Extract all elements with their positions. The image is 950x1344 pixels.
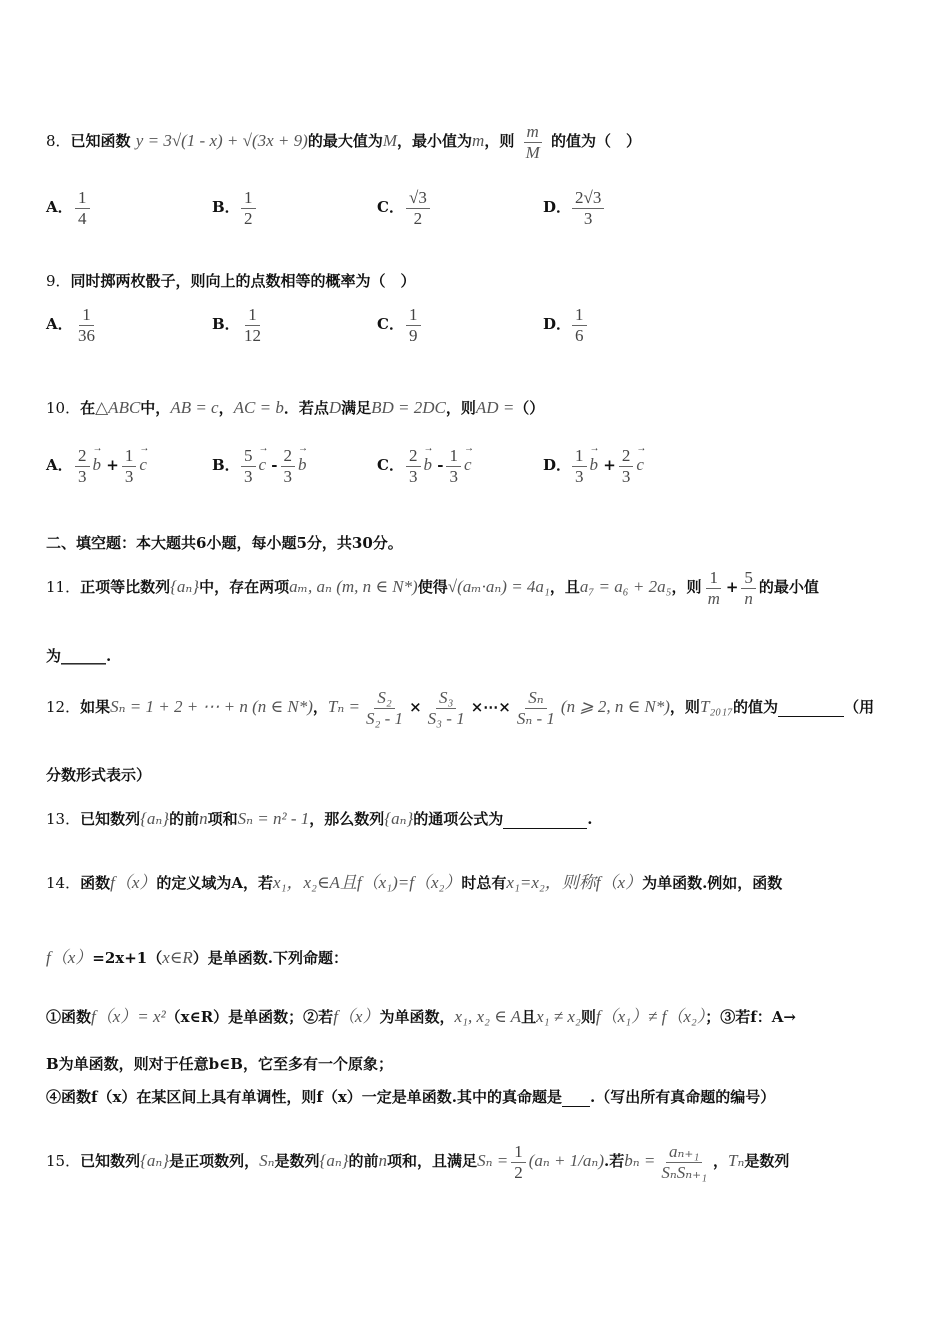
q10-text-b: 中， xyxy=(140,399,171,417)
q11-text-c: 使得 xyxy=(417,578,448,597)
q9-option-a[interactable]: A． $\frac{1}{36}$ xyxy=(46,305,95,345)
q11-text-a: 正项等比数列 xyxy=(80,578,171,597)
q13-text-a: 已知数列 xyxy=(80,810,141,828)
q14-line-3 xyxy=(46,1002,796,1027)
q8-option-d[interactable]: D． $\frac{2√3}{3}$ xyxy=(543,188,607,228)
q9-number: 9． xyxy=(46,272,71,290)
q8-option-c[interactable]: C． $\frac{√3}{2}$ xyxy=(377,188,433,228)
q8-option-a[interactable]: A． $\frac{1}{4}$ xyxy=(46,188,93,228)
question-9 xyxy=(46,270,416,291)
q11-terms: aₘ, aₙ (m, n ∈ N*) xyxy=(289,577,418,597)
q14-text-d: 为单函数.例如，函数 xyxy=(642,874,783,892)
q11-text-d: ，且 xyxy=(549,578,580,597)
q11-sequence: {aₙ} xyxy=(170,577,200,597)
q8-text-b: 的最大值为 xyxy=(307,132,383,151)
q14-line3-b: （x∈R）是单函数；②若 xyxy=(165,1008,334,1026)
q10-text-a: 在 xyxy=(80,399,96,417)
q15-text-c: 是数列 xyxy=(274,1152,320,1171)
q9-option-c[interactable]: C． $\frac{1}{9}$ xyxy=(377,305,424,345)
q14-condition: x₁，x₂∈A且f（x₁)=f（x₂） xyxy=(273,873,462,892)
q9-text: 同时掷两枚骰子，则向上的点数相等的概率为（ ） xyxy=(70,272,416,290)
q15-number: 15． xyxy=(46,1152,81,1171)
q14-equation: x₁=x₂，则称f（x） xyxy=(506,873,643,892)
question-11 xyxy=(46,568,819,608)
q12-sep: ， xyxy=(312,698,328,717)
q10-option-d[interactable]: D． $\frac{1}{3}$ → b + $\frac{2}{3}$ → c xyxy=(543,446,644,486)
question-8 xyxy=(46,122,641,162)
q14-line2-a: =2x+1（ xyxy=(92,949,163,967)
q10-point-d: D xyxy=(328,398,342,417)
q11-condition-1: √(aₘ·aₙ) = 4a₁ xyxy=(447,577,550,597)
q14-line3-e: 则 xyxy=(580,1008,596,1026)
q14-line5-b: .（写出所有真命题的编号） xyxy=(590,1088,776,1106)
q10-text-c: ．若点 xyxy=(283,399,329,417)
q13-n: n xyxy=(199,809,208,828)
q11-answer-line[interactable]: 为______. xyxy=(46,647,112,665)
q15-text-b: 是正项数列， xyxy=(169,1152,260,1171)
q15-sequence-2: {aₙ} xyxy=(319,1151,349,1171)
q13-number: 13． xyxy=(46,810,81,828)
q13-text-b: 的前 xyxy=(169,810,200,828)
q12-text-a: 如果 xyxy=(80,698,111,717)
q10-bd: BD = 2DC xyxy=(371,398,446,417)
q12-sn: Sₙ = 1 + 2 + ⋯ + n (n ∈ N*) xyxy=(110,697,313,717)
q15-tn: Tₙ xyxy=(728,1151,745,1171)
q12-line-2: 分数形式表示） xyxy=(46,766,152,784)
q14-number: 14． xyxy=(46,874,81,892)
q15-sn: Sₙ xyxy=(259,1151,275,1171)
q15-text-d: 的前 xyxy=(348,1152,379,1171)
q15-sep: ， xyxy=(713,1152,729,1171)
q8-text-e: 的值为（ ） xyxy=(550,132,641,151)
q15-text-g: 是数列 xyxy=(744,1152,790,1171)
q11-fraction-1: $\frac{1}{m}$ xyxy=(707,568,720,608)
question-13 xyxy=(46,808,593,829)
q14-line3-d: 且 xyxy=(521,1008,537,1026)
q10-triangle: △ABC xyxy=(95,398,141,417)
q8-text-a: 已知函数 xyxy=(70,132,131,151)
q13-text-e: 的通项公式为 xyxy=(413,810,504,828)
question-10 xyxy=(46,397,544,418)
q10-sep1: ， xyxy=(218,399,234,417)
q11-plus: + xyxy=(725,578,739,597)
q15-text-f: .若 xyxy=(603,1152,625,1171)
q14-line2-b: ）是单函数.下列命题： xyxy=(192,949,348,967)
q9-option-b[interactable]: B． $\frac{1}{12}$ xyxy=(212,305,261,345)
q10-option-b[interactable]: B． $\frac{5}{3}$ → c - $\frac{2}{3}$ → b xyxy=(212,446,307,486)
q14-line2-domain: x∈R xyxy=(162,948,193,967)
q11-text-f: 的最小值 xyxy=(758,578,819,597)
q14-line3-fx2: f（x） xyxy=(333,1007,380,1026)
q12-text-d: （用 xyxy=(844,698,875,717)
q13-end: . xyxy=(587,810,593,828)
q10-number: 10． xyxy=(46,399,81,417)
q8-text-c: ，最小值为 xyxy=(397,132,473,151)
q11-fraction-2: $\frac{5}{n}$ xyxy=(741,568,756,608)
q8-number: 8． xyxy=(46,132,71,151)
q12-answer-blank[interactable] xyxy=(778,698,844,717)
q15-bn: bₙ = xyxy=(624,1151,656,1171)
q12-number: 12． xyxy=(46,698,81,717)
q14-line5-a: ④函数f（x）在某区间上具有单调性，则f（x）一定是单函数.其中的真命题是 xyxy=(46,1088,563,1106)
q12-fraction-3: $\frac{\text{Sₙ}}{\text{Sₙ - 1}}$ xyxy=(516,688,555,728)
q14-line3-eq: = x² xyxy=(137,1007,166,1026)
q15-half-fraction: $\frac{1}{2}$ xyxy=(511,1142,526,1182)
q15-text-e: 项和，且满足 xyxy=(387,1152,478,1171)
question-12: 12．如果Sₙ = 1 + 2 + ⋯ + n (n ∈ N*)，Tₙ = $\frac{\text{S₂}}{\text{S₂ - 1}}$ × $\frac{\text{S₃}}{\text{S₃ - 1}}$ ×⋯× $\frac{\text{Sₙ}}{\text{Sₙ - 1}}$ (n ⩾ 2, n ∈ N*)，则T₂₀₁₇的值为 （用 xyxy=(46,688,875,728)
q10-text-d: 满足 xyxy=(341,399,372,417)
q8-min-symbol: m xyxy=(472,131,485,151)
q13-text-c: 项和 xyxy=(207,810,238,828)
q15-bn-fraction: $\frac{\text{aₙ₊₁}}{\text{SₙSₙ₊₁}}$ xyxy=(661,1142,708,1182)
q11-text-b: 中，存在两项 xyxy=(199,578,290,597)
q14-line3-fx: f（x） xyxy=(91,1007,138,1026)
q14-line-5 xyxy=(46,1086,775,1107)
q15-n: n xyxy=(378,1151,388,1171)
q10-option-c[interactable]: C． $\frac{2}{3}$ → b - $\frac{1}{3}$ → c xyxy=(377,446,472,486)
q8-text-d: ，则 xyxy=(484,132,515,151)
q8-option-b[interactable]: B． $\frac{1}{2}$ xyxy=(212,188,259,228)
q13-text-d: ，那么数列 xyxy=(309,810,385,828)
q14-line3-ne: x₁ ≠ x₂ xyxy=(536,1007,581,1026)
q14-text-a: 函数 xyxy=(80,874,111,892)
q10-ac: AC = b xyxy=(233,398,284,417)
q13-sn: Sₙ = n² - 1 xyxy=(237,809,310,828)
q12-tn: Tₙ = xyxy=(327,697,360,717)
q10-option-a[interactable]: A． $\frac{2}{3}$ → b + $\frac{1}{3}$ → c xyxy=(46,446,147,486)
q14-line3-c: 为单函数， xyxy=(379,1008,455,1026)
q14-line3-g: ；③若f：A→ xyxy=(705,1008,796,1026)
q12-fraction-2: $\frac{\text{S₃}}{\text{S₃ - 1}}$ xyxy=(427,688,465,728)
q10-ab: AB = c xyxy=(170,398,219,417)
q14-line-4: B为单函数，则对于任意b∈B，它至多有一个原象； xyxy=(46,1055,393,1073)
q14-line3-f: f（x₁）≠ f（x₂） xyxy=(595,1007,706,1026)
q10-text-f: （） xyxy=(514,399,545,417)
q8-max-symbol: M xyxy=(382,131,398,151)
q11-text-e: ，则 xyxy=(671,578,702,597)
q11-number: 11． xyxy=(46,578,81,597)
q14-text-c: 时总有 xyxy=(461,874,507,892)
q12-text-c: 的值为 xyxy=(733,698,779,717)
q14-line3-a: ①函数 xyxy=(46,1008,92,1026)
q14-answer-blank[interactable] xyxy=(562,1088,590,1107)
q14-line3-x: x₁, x₂ ∈ A xyxy=(454,1007,522,1026)
question-15 xyxy=(46,1142,789,1182)
q13-sequence-2: {aₙ} xyxy=(384,809,414,828)
q9-option-d[interactable]: D． $\frac{1}{6}$ xyxy=(543,305,590,345)
q12-t2017: T₂₀₁₇ xyxy=(699,697,734,717)
q8-formula: y = 3√(1 - x) + √(3x + 9) xyxy=(135,131,308,151)
q10-ad: AD = xyxy=(475,398,515,417)
q15-text-a: 已知数列 xyxy=(80,1152,141,1171)
section-2-heading: 二、填空题：本大题共6小题，每小题5分，共30分。 xyxy=(46,534,403,552)
q15-parenthesis: (aₙ + 1/aₙ) xyxy=(528,1151,604,1171)
q15-sequence: {aₙ} xyxy=(140,1151,170,1171)
q8-ratio-fraction: $\frac{m}{M}$ xyxy=(523,122,543,162)
q14-line2-fx: f（x） xyxy=(46,948,93,967)
q14-fx: f（x） xyxy=(110,873,157,892)
q14-line-2 xyxy=(46,943,348,968)
q12-dots: ×⋯× xyxy=(470,698,511,717)
q12-fraction-1: $\frac{\text{S₂}}{\text{S₂ - 1}}$ xyxy=(365,688,404,728)
q15-sn-formula: Sₙ = xyxy=(477,1151,509,1171)
q12-text-b: ，则 xyxy=(669,698,700,717)
q14-text-b: 的定义域为A，若 xyxy=(156,874,274,892)
q11-condition-2: a₇ = a₆ + 2a₅ xyxy=(579,577,672,597)
q13-answer-blank[interactable] xyxy=(503,810,587,829)
q10-text-e: ，则 xyxy=(445,399,476,417)
q13-sequence: {aₙ} xyxy=(140,809,170,828)
q12-condition: (n ⩾ 2, n ∈ N*) xyxy=(560,697,670,717)
question-14 xyxy=(46,868,782,893)
